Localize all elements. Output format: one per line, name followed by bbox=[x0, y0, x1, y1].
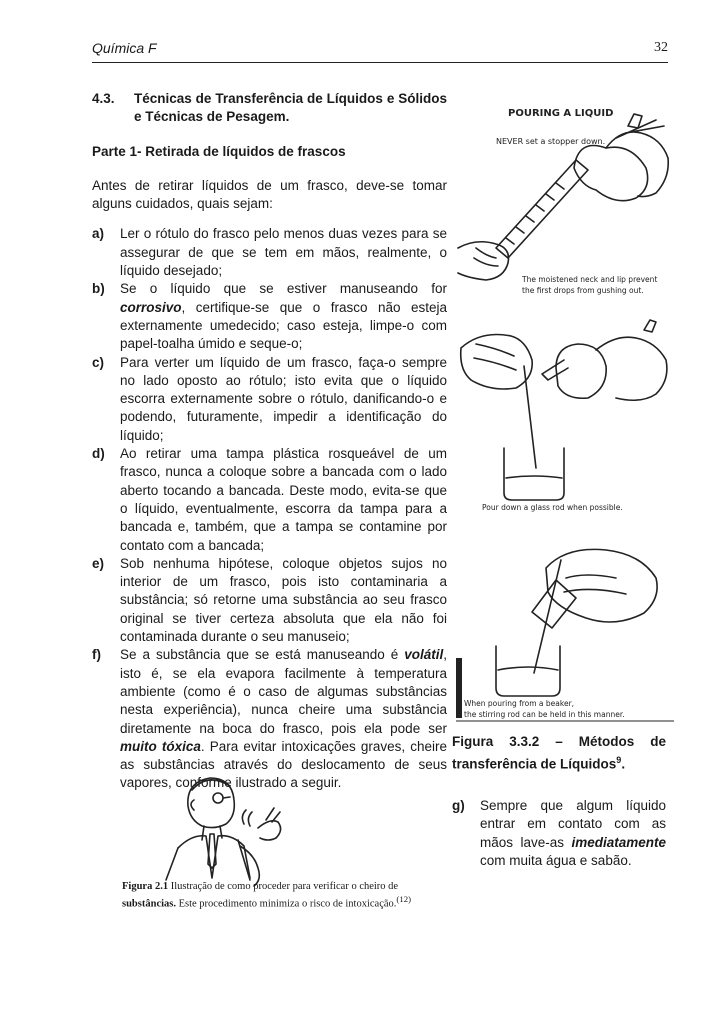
item-text: Ler o rótulo do frasco pelo menos duas vezes para se assegurar de que se tem em mãos, realmente, o líquido desejado; bbox=[120, 226, 447, 279]
item-letter: a) bbox=[92, 226, 105, 242]
glasses-icon bbox=[213, 793, 223, 803]
caption-ref: 9 bbox=[616, 755, 622, 766]
stopper bbox=[628, 114, 642, 128]
item-text-part: , certifique-se que o frasco não esteja externamente umedecido; caso esteja, limpe-o com papel-toalha úmido e seque-o; bbox=[120, 299, 447, 352]
item-text-part: , isto é, se ela evapora facilmente à temperatura ambiente (como é o caso de algumas substâncias nesta experiência), nunca cheire uma substância diretamente na boca do frasco, pois ela pode ser bbox=[120, 647, 447, 736]
figure-caption-right bbox=[452, 733, 666, 774]
item-text: Para verter um líquido de um frasco, faça-o sempre no lado oposto ao rótulo; isto evita que o líquido escorra externamente sobre o rótulo, danificando-o e podendo, futuramente, impedir a identificação do líquido; bbox=[120, 354, 447, 443]
figure-pouring-liquid bbox=[456, 98, 674, 722]
hand-lower bbox=[458, 242, 509, 280]
glass-rod bbox=[524, 366, 536, 468]
item-letter: e) bbox=[92, 555, 105, 571]
list-item-g bbox=[452, 797, 666, 870]
item-text-part: Sempre que algum líquido entrar em contato com as mãos lave-as bbox=[480, 798, 666, 850]
label-beaker-1: When pouring from a beaker, bbox=[464, 699, 575, 708]
section-number: 4.3. bbox=[92, 91, 115, 106]
running-header: Química F bbox=[92, 40, 157, 56]
vapor bbox=[242, 810, 252, 826]
caption-ref: (12) bbox=[396, 894, 411, 904]
list-item-b bbox=[92, 280, 447, 353]
item-text: Sob nenhuma hipótese, coloque objetos sujos no interior de um frasco, pois isto contaminaria a substância; só retorne uma substância ao seu frasco original se tiver certeza absoluta que ela não foi contaminada durante o seu manuseio; bbox=[120, 555, 447, 645]
emphasis-corrosivo: corrosivo bbox=[120, 299, 182, 315]
item-letter: c) bbox=[92, 354, 105, 370]
caption-fig-label: Figura 2.1 bbox=[122, 881, 169, 892]
list-item-d bbox=[92, 445, 447, 555]
label-rod: Pour down a glass rod when possible. bbox=[482, 503, 623, 512]
item-text bbox=[120, 280, 447, 353]
part-title: Parte 1- Retirada de líquidos de frascos bbox=[92, 143, 346, 159]
caption-text: Este procedimento minimiza o risco de intoxicação. bbox=[175, 898, 397, 910]
item-text-part: Se a substância que se está manuseando é bbox=[120, 647, 405, 663]
caption-text: Figura 3.3.2 – Métodos de transferência de Líquidos bbox=[452, 734, 666, 772]
hand-holding-rod bbox=[461, 335, 532, 390]
pouring-illustration bbox=[456, 98, 674, 722]
caption-end: . bbox=[621, 756, 626, 772]
header-rule bbox=[92, 62, 668, 63]
list-item-c bbox=[92, 354, 447, 445]
intro-paragraph: Antes de retirar líquidos de um frasco, deve-se tomar alguns cuidados, quais sejam: bbox=[92, 177, 447, 212]
figure-title: POURING A LIQUID bbox=[508, 108, 614, 119]
emphasis-muito-toxica: muito tóxica bbox=[120, 738, 201, 754]
left-column bbox=[92, 90, 447, 793]
figure-caption-bottom bbox=[122, 880, 442, 911]
label-stopper: NEVER set a stopper down. bbox=[496, 137, 606, 146]
person-head bbox=[188, 778, 234, 828]
emphasis-imediatamente: imediatamente bbox=[571, 834, 666, 850]
item-letter: d) bbox=[92, 446, 105, 462]
label-neck-1: The moistened neck and lip prevent bbox=[522, 275, 658, 284]
item-text bbox=[480, 797, 666, 870]
caption-text: Ilustração de como proceder para verificar o cheiro de bbox=[168, 881, 399, 892]
stopper-2 bbox=[644, 320, 656, 332]
receiving-beaker bbox=[496, 646, 560, 696]
page-number: 32 bbox=[654, 40, 668, 55]
label-neck-2: the first drops from gushing out. bbox=[522, 286, 644, 295]
item-letter: b) bbox=[92, 281, 105, 297]
emphasis-volatil: volátil bbox=[404, 647, 444, 663]
item-text-part: Se o líquido que se estiver manuseando for bbox=[120, 281, 447, 297]
item-text-part: . Para evitar intoxicações graves, cheire as substâncias através do deslocamento de seus vapores, conforme ilustrado a seguir. bbox=[120, 738, 447, 791]
caption-bold: substâncias. bbox=[122, 898, 176, 910]
section-title: Técnicas de Transferência de Líquidos e Sólidos e Técnicas de Pesagem. bbox=[134, 91, 447, 125]
item-letter: g) bbox=[452, 798, 465, 813]
list-item-e bbox=[92, 555, 447, 646]
wafting-hand bbox=[258, 821, 281, 840]
hand-upper bbox=[606, 132, 668, 197]
section-heading bbox=[92, 90, 447, 127]
item-text-part: com muita água e sabão. bbox=[480, 852, 632, 868]
list-item-a bbox=[92, 225, 447, 280]
item-letter: f) bbox=[92, 647, 101, 663]
label-beaker-2: the stirring rod can be held in this manner. bbox=[464, 710, 625, 719]
item-text: Ao retirar uma tampa plástica rosqueável de um frasco, nunca a coloque sobre a bancada com o lado aberto tocando a bancada. Deste modo, evita-se que o líquido, eventualmente, escorra da tampa para a bancada e, também, que a tampa se contamine por contato com a bancada; bbox=[120, 446, 447, 553]
